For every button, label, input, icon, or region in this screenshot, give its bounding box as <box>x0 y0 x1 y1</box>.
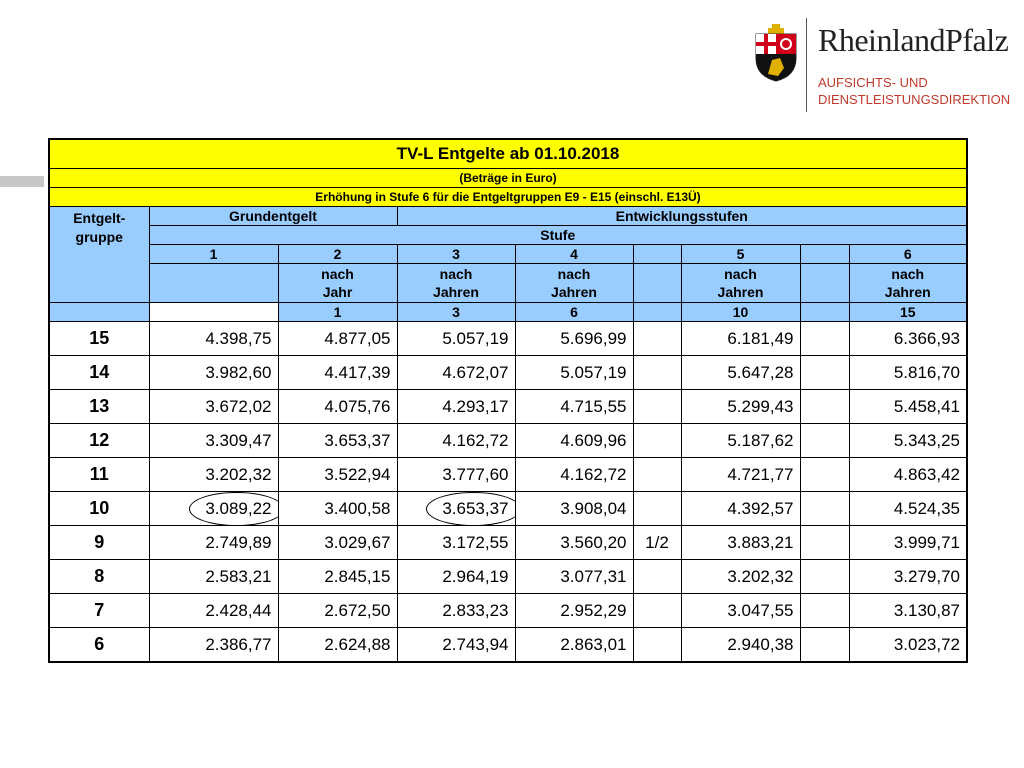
header-stufe-4: 4 <box>515 245 633 264</box>
nach-label: nach <box>439 266 473 282</box>
header-stufe-6: 6 <box>849 245 967 264</box>
amount-cell: 2.624,88 <box>278 628 397 663</box>
amount-cell: 4.524,35 <box>849 492 967 526</box>
amount-cell: 5.816,70 <box>849 356 967 390</box>
salary-table-wrapper <box>48 138 968 663</box>
note-cell <box>633 322 681 356</box>
empty-cell <box>800 560 849 594</box>
table-row <box>49 628 967 663</box>
amount-cell: 3.522,94 <box>278 458 397 492</box>
nach-label: nach <box>321 266 354 282</box>
amount-cell: 4.672,07 <box>397 356 515 390</box>
amount-cell: 2.845,15 <box>278 560 397 594</box>
header-years-6: 15 <box>849 303 967 322</box>
table-row <box>49 492 967 526</box>
amount-cell: 3.202,32 <box>149 458 278 492</box>
amount-cell: 3.047,55 <box>681 594 800 628</box>
amount-cell: 4.417,39 <box>278 356 397 390</box>
amount-cell: 3.029,67 <box>278 526 397 560</box>
amount-cell <box>397 492 515 526</box>
entgeltgruppe-cell: 9 <box>49 526 149 560</box>
amount-cell: 4.293,17 <box>397 390 515 424</box>
note-cell: 1/2 <box>633 526 681 560</box>
header-years-4: 6 <box>515 303 633 322</box>
highlight-ellipse <box>189 492 278 526</box>
jahren-label: Jahren <box>433 284 479 300</box>
amount-cell: 4.863,42 <box>849 458 967 492</box>
amount-cell: 3.077,31 <box>515 560 633 594</box>
amount-cell: 4.715,55 <box>515 390 633 424</box>
empty-cell <box>800 390 849 424</box>
empty-cell <box>800 526 849 560</box>
entgeltgruppe-cell: 10 <box>49 492 149 526</box>
note-cell <box>633 356 681 390</box>
header-stufe-5: 5 <box>681 245 800 264</box>
header-nach-jahren-3 <box>397 264 515 303</box>
header-years-2: 1 <box>278 303 397 322</box>
amount-cell: 3.653,37 <box>278 424 397 458</box>
entgeltgruppe-cell: 15 <box>49 322 149 356</box>
header-nach-jahren-4 <box>515 264 633 303</box>
empty-cell <box>800 356 849 390</box>
header-entgeltgruppe-line-1: Entgelt- <box>73 210 126 226</box>
header-entgeltgruppe <box>49 207 149 303</box>
logo-divider <box>806 18 807 112</box>
table-subtitle-currency: (Beträge in Euro) <box>49 169 967 188</box>
amount-cell: 5.696,99 <box>515 322 633 356</box>
header-years-5: 10 <box>681 303 800 322</box>
amount-cell: 6.366,93 <box>849 322 967 356</box>
note-cell <box>633 560 681 594</box>
amount-cell: 4.609,96 <box>515 424 633 458</box>
header-years-empty-group <box>49 303 149 322</box>
entgeltgruppe-cell: 12 <box>49 424 149 458</box>
slide-accent-bar <box>0 176 44 187</box>
salary-table <box>48 138 968 663</box>
table-row <box>49 458 967 492</box>
header-stufe-3: 3 <box>397 245 515 264</box>
header-years-gap-2 <box>800 303 849 322</box>
header-stufe-1: 1 <box>149 245 278 264</box>
note-cell <box>633 458 681 492</box>
logo-name: RheinlandPfalz <box>818 22 1009 58</box>
amount-cell: 5.458,41 <box>849 390 967 424</box>
amount-cell: 3.279,70 <box>849 560 967 594</box>
header-stufe-2: 2 <box>278 245 397 264</box>
note-cell <box>633 594 681 628</box>
amount-cell: 2.952,29 <box>515 594 633 628</box>
header-stufe-gap-1 <box>633 245 681 264</box>
amount-cell: 5.057,19 <box>397 322 515 356</box>
jahren-label: Jahren <box>551 284 597 300</box>
table-row <box>49 424 967 458</box>
empty-cell <box>800 492 849 526</box>
header-entgeltgruppe-line-2: gruppe <box>75 229 123 245</box>
header-stufe: Stufe <box>149 226 967 245</box>
amount-cell: 4.392,57 <box>681 492 800 526</box>
table-row <box>49 356 967 390</box>
amount-cell: 3.982,60 <box>149 356 278 390</box>
header-stufe-gap-2 <box>800 245 849 264</box>
amount-cell: 3.023,72 <box>849 628 967 663</box>
table-row <box>49 526 967 560</box>
jahr-label: Jahr <box>322 284 353 300</box>
amount-cell: 2.833,23 <box>397 594 515 628</box>
table-body <box>49 322 967 663</box>
entgeltgruppe-cell: 11 <box>49 458 149 492</box>
entgeltgruppe-cell: 8 <box>49 560 149 594</box>
amount-cell: 2.743,94 <box>397 628 515 663</box>
amount-cell: 3.309,47 <box>149 424 278 458</box>
coat-of-arms-icon <box>754 24 798 82</box>
amount-text: 3.089,22 <box>205 498 272 518</box>
amount-cell: 5.647,28 <box>681 356 800 390</box>
amount-cell: 3.777,60 <box>397 458 515 492</box>
empty-cell <box>800 628 849 663</box>
table-row <box>49 390 967 424</box>
amount-cell: 5.187,62 <box>681 424 800 458</box>
amount-cell: 4.075,76 <box>278 390 397 424</box>
amount-cell: 5.299,43 <box>681 390 800 424</box>
amount-cell: 2.940,38 <box>681 628 800 663</box>
amount-cell: 4.398,75 <box>149 322 278 356</box>
header-years-gap-1 <box>633 303 681 322</box>
amount-cell: 3.908,04 <box>515 492 633 526</box>
table-row <box>49 322 967 356</box>
jahren-label: Jahren <box>884 284 931 300</box>
amount-cell: 2.964,19 <box>397 560 515 594</box>
header-nach-jahren-6 <box>849 264 967 303</box>
amount-cell: 3.202,32 <box>681 560 800 594</box>
amount-cell: 3.883,21 <box>681 526 800 560</box>
table-subtitle-increase: Erhöhung in Stufe 6 für die Entgeltgruppen E9 - E15 (einschl. E13Ü) <box>49 188 967 207</box>
table-row <box>49 594 967 628</box>
amount-cell: 2.428,44 <box>149 594 278 628</box>
amount-cell: 4.721,77 <box>681 458 800 492</box>
rlp-logo <box>754 18 1011 114</box>
amount-cell: 3.130,87 <box>849 594 967 628</box>
header-entwicklungsstufen: Entwicklungsstufen <box>397 207 967 226</box>
entgeltgruppe-cell: 14 <box>49 356 149 390</box>
amount-cell: 5.343,25 <box>849 424 967 458</box>
amount-cell: 4.162,72 <box>397 424 515 458</box>
header-nach-jahren-5 <box>681 264 800 303</box>
jahren-label: Jahren <box>717 284 764 300</box>
amount-cell: 4.877,05 <box>278 322 397 356</box>
note-cell <box>633 424 681 458</box>
empty-cell <box>800 458 849 492</box>
entgeltgruppe-cell: 13 <box>49 390 149 424</box>
amount-cell: 3.172,55 <box>397 526 515 560</box>
highlight-ellipse <box>426 492 515 526</box>
header-years-3: 3 <box>397 303 515 322</box>
amount-cell: 2.749,89 <box>149 526 278 560</box>
amount-cell: 2.583,21 <box>149 560 278 594</box>
empty-cell <box>800 594 849 628</box>
entgeltgruppe-cell: 7 <box>49 594 149 628</box>
logo-subtitle-line-2: DIENSTLEISTUNGSDIREKTION <box>818 92 1011 107</box>
entgeltgruppe-cell: 6 <box>49 628 149 663</box>
header-years-empty <box>149 303 278 322</box>
nach-label: nach <box>724 266 757 282</box>
note-cell <box>633 628 681 663</box>
header-grundentgelt: Grundentgelt <box>149 207 397 226</box>
header-nach-empty <box>149 264 278 303</box>
amount-cell: 3.560,20 <box>515 526 633 560</box>
header-nach-jahr-2 <box>278 264 397 303</box>
nach-label: nach <box>891 266 925 282</box>
amount-cell: 3.400,58 <box>278 492 397 526</box>
amount-cell: 3.672,02 <box>149 390 278 424</box>
amount-text: 3.653,37 <box>442 498 509 518</box>
amount-cell: 5.057,19 <box>515 356 633 390</box>
empty-cell <box>800 424 849 458</box>
table-row <box>49 560 967 594</box>
header-nach-gap-1 <box>633 264 681 303</box>
logo-subtitle <box>818 74 1010 108</box>
amount-cell: 2.863,01 <box>515 628 633 663</box>
nach-label: nach <box>557 266 591 282</box>
amount-cell: 4.162,72 <box>515 458 633 492</box>
amount-cell: 6.181,49 <box>681 322 800 356</box>
amount-cell: 3.999,71 <box>849 526 967 560</box>
table-title: TV-L Entgelte ab 01.10.2018 <box>49 139 967 169</box>
note-cell <box>633 492 681 526</box>
circled-amount <box>205 499 271 519</box>
logo-subtitle-line-1: AUFSICHTS- UND <box>818 75 928 90</box>
header-nach-gap-2 <box>800 264 849 303</box>
note-cell <box>633 390 681 424</box>
amount-cell <box>149 492 278 526</box>
empty-cell <box>800 322 849 356</box>
amount-cell: 2.386,77 <box>149 628 278 663</box>
circled-amount <box>442 499 508 519</box>
amount-cell: 2.672,50 <box>278 594 397 628</box>
